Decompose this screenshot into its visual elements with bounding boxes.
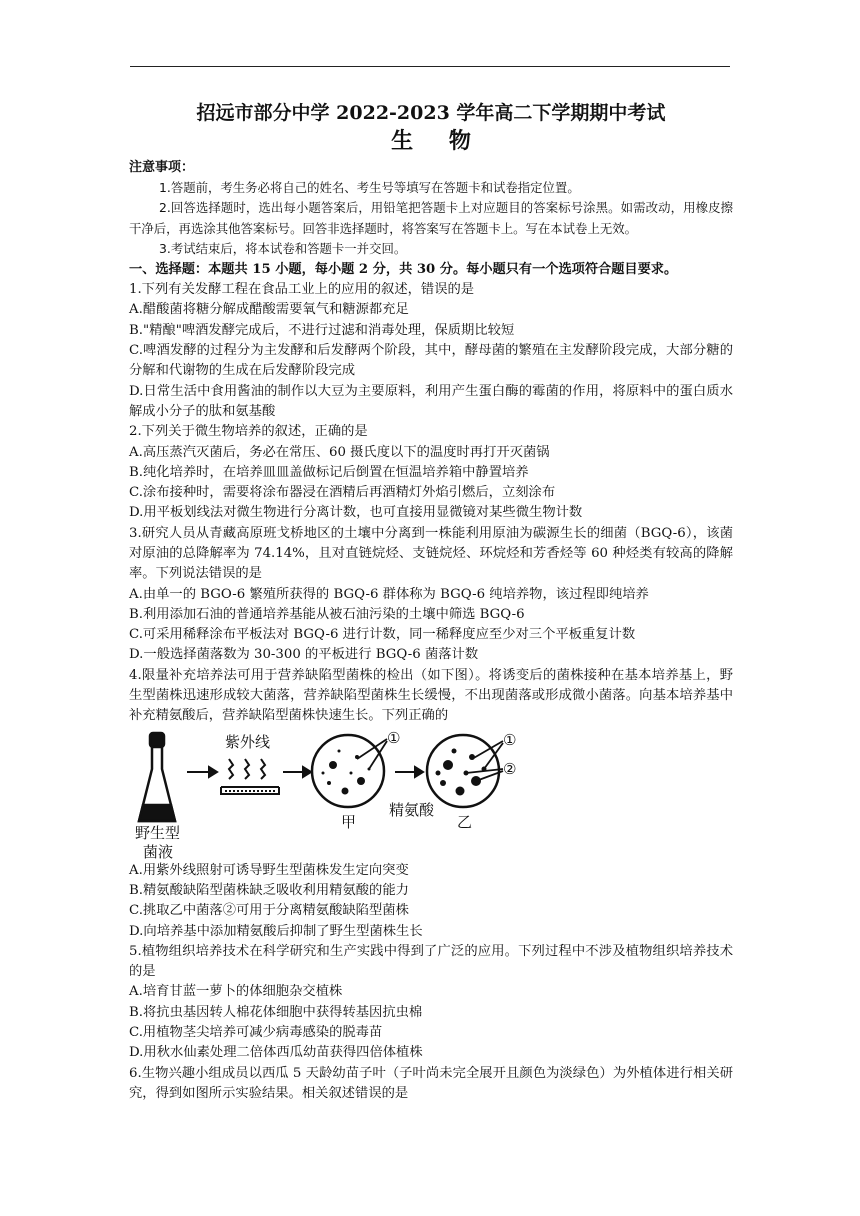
flask-icon: [139, 733, 175, 821]
marker-1-label: ①: [387, 728, 401, 747]
question-option: A.培育甘蓝一萝卜的体细胞杂交植株: [129, 984, 343, 1000]
petri-plate-icon: [221, 787, 279, 794]
question-option: D.一般选择菌落数为 30-300 的平板进行 BGQ-6 菌落计数: [129, 647, 479, 663]
question-option: B.纯化培养时，在培养皿皿盖做标记后倒置在恒温培养箱中静置培养: [129, 464, 529, 480]
question-stem: 2.下列关于微生物培养的叙述，正确的是: [129, 424, 368, 440]
question-option: D.日常生活中食用酱油的制作以大豆为主要原料，利用产生蛋白酶的霉菌的作用，将原料中的蛋白质水解成小分子的肽和氨基酸: [129, 383, 733, 419]
question-option: C.啤酒发酵的过程分为主发酵和后发酵两个阶段，其中，酵母菌的繁殖在主发酵阶段完成，大部分糖的分解和代谢物的生成在后发酵阶段完成: [129, 343, 733, 379]
note-item: 3.考试结束后，将本试卷和答题卡一并交回。: [159, 241, 407, 257]
plate-a-icon: [312, 735, 387, 807]
wild-type-label: 野生型: [135, 823, 181, 842]
plate-b-label: 乙: [457, 812, 473, 831]
question-option: C.挑取乙中菌落②可用于分离精氨酸缺陷型菌株: [129, 903, 409, 919]
question-stem: 3.研究人员从青藏高原班戈桥地区的土壤中分离到一株能利用原油为碳源生长的细菌（BGQ-6），该菌对原油的总降解率为 74.14%，且对直链烷烃、支链烷烃、环烷烃和芳香烃等 60 种烃类有较高的降解率。下列说法错误的是: [129, 525, 733, 582]
question-stem: 4.限量补充培养法可用于营养缺陷型菌株的检出（如下图）。将诱变后的菌株接种在基本培养基上，野生型菌株迅速形成较大菌落，营养缺陷型菌株生长缓慢，不出现菌落或形成微小菌落。向基本培养基中补充精氨酸后，营养缺陷型菌株快速生长。下列正确的: [129, 667, 733, 724]
question-option: D.用平板划线法对微生物进行分离计数，也可直接用显微镜对某些微生物计数: [129, 505, 583, 521]
marker-1-label: ①: [503, 730, 517, 749]
notes-heading: 注意事项：: [129, 160, 195, 175]
uv-rays-icon: [229, 759, 265, 779]
culture-label: 菌液: [143, 842, 174, 861]
question-option: A.由单一的 BGO-6 繁殖所获得的 BGQ-6 群体称为 BGQ-6 纯培养物，该过程即纯培养: [129, 586, 649, 602]
exam-page: [129, 100, 733, 1104]
question-option: B.利用添加石油的普通培养基能从被石油污染的土壤中筛选 BGQ-6: [129, 606, 525, 622]
question-option: A.高压蒸汽灭菌后，务必在常压、60 摄氏度以下的温度时再打开灭菌锅: [129, 444, 550, 460]
question-option: C.可采用稀释涂布平板法对 BGQ-6 进行计数，同一稀释度应至少对三个平板重复计数: [129, 627, 636, 643]
question-option: D.向培养基中添加精氨酸后抑制了野生型菌株生长: [129, 923, 423, 939]
question-option: D.用秋水仙素处理二倍体西瓜幼苗获得四倍体植株: [129, 1045, 423, 1061]
question-option: C.用植物茎尖培养可减少病毒感染的脱毒苗: [129, 1025, 383, 1041]
question-option: A.醋酸菌将糖分解成醋酸需要氧气和糖源都充足: [129, 302, 409, 318]
note-item: 1.答题前，考生务必将自己的姓名、考生号等填写在答题卡和试卷指定位置。: [159, 180, 580, 195]
arrow-icon: [283, 767, 311, 777]
header-rule: [130, 66, 730, 67]
question-option: C.涂布接种时，需要将涂布器浸在酒精后再酒精灯外焰引燃后，立刻涂布: [129, 485, 556, 501]
question-option: B.将抗虫基因转人棉花体细胞中获得转基因抗虫棉: [129, 1004, 423, 1020]
note-item: 2.回答选择题时，选出每小题答案后，用铅笔把答题卡上对应题目的答案标号涂黑。如需改动，用橡皮擦干净后，再选涂其他答案标号。回答非选择题时，将答案写在答题卡上。写在本试卷上无效。: [129, 200, 733, 236]
question-option: B.精氨酸缺陷型菌株缺乏吸收利用精氨酸的能力: [129, 882, 409, 898]
plate-a-label: 甲: [341, 812, 357, 831]
arrow-icon: [187, 767, 217, 777]
mutant-screening-figure: [133, 729, 573, 859]
question-stem: 5.植物组织培养技术在科学研究和生产实践中得到了广泛的应用。下列过程中不涉及植物组织培养技术的是: [129, 943, 733, 980]
plate-b-icon: [427, 735, 503, 807]
question-stem: 6.生物兴趣小组成员以西瓜 5 天龄幼苗子叶（子叶尚未完全展开且颜色为淡绿色）为外植体进行相关研究，得到如图所示实验结果。相关叙述错误的是: [129, 1065, 733, 1101]
arginine-label: 精氨酸: [389, 800, 435, 819]
section-heading: 一、选择题：本题共 15 小题，每小题 2 分，共 30 分。每小题只有一个选项符合题目要求。: [129, 261, 678, 277]
uv-label: 紫外线: [225, 732, 271, 751]
question-option: B."精酿"啤酒发酵完成后，不进行过滤和消毒处理，保质期比较短: [129, 322, 515, 338]
exam-subject: 生 物: [391, 128, 485, 154]
exam-title: 招远市部分中学 2022-2023 学年高二下学期期中考试: [196, 102, 666, 124]
question-option: A.用紫外线照射可诱导野生型菌株发生定向突变: [129, 862, 409, 878]
marker-2-label: ②: [503, 759, 517, 778]
question-stem: 1.下列有关发酵工程在食品工业上的应用的叙述，错误的是: [129, 282, 475, 298]
arrow-icon: [395, 767, 423, 777]
